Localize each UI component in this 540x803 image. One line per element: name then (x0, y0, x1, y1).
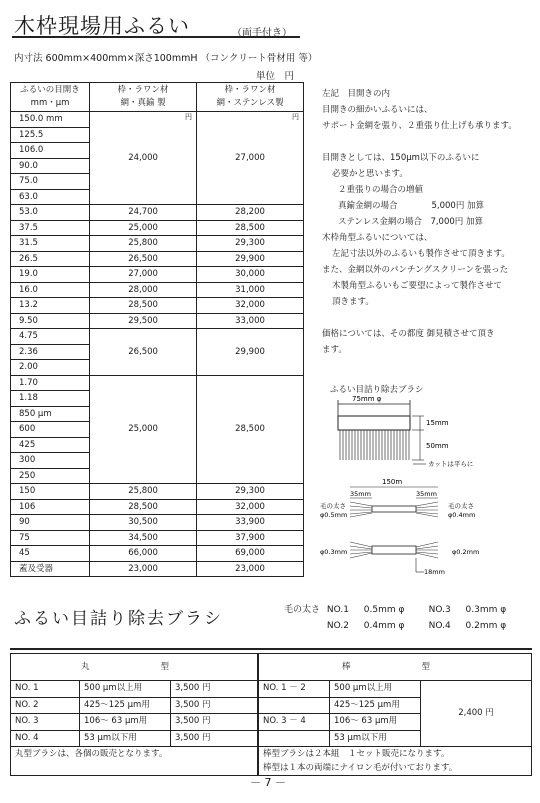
rod-seg-right-label: 35mm (416, 490, 437, 498)
price-stainless: 32,000 (197, 298, 304, 314)
bristle-thickness-label-left: 毛の太さ (320, 502, 346, 510)
col-header-stainless (197, 83, 304, 112)
notes-paragraph-2 (322, 150, 536, 310)
notes-column (322, 86, 536, 358)
sieve-size: 37.5 (11, 220, 90, 236)
price-brass: 23,000 (90, 561, 197, 577)
round-use: 53 μm以下用 (80, 730, 171, 747)
price-brass: 25,000 (90, 375, 197, 484)
sieve-size: 90 (11, 515, 90, 531)
price-stainless: 29,300 (197, 484, 304, 500)
table-row (11, 112, 304, 128)
notes-line: 目開きとしては、150μm以下のふるいに (322, 153, 480, 163)
notes-gap (322, 310, 536, 326)
notes-line: ステンレス金網の場合 7,000円 加算 (338, 217, 483, 227)
round-no: NO. 2 (11, 697, 80, 714)
rod-length-label: 150m (382, 478, 403, 486)
rod-notes (258, 747, 532, 776)
price-brass: 30,500 (90, 515, 197, 531)
rod-seg-left-label: 35mm (350, 490, 371, 498)
sieve-size: 75.0 (11, 174, 90, 190)
head-height-label: 15mm (426, 419, 449, 427)
price-stainless: 23,000 (197, 561, 304, 577)
price-brass: 28,500 (90, 499, 197, 515)
price-stainless: 69,000 (197, 546, 304, 562)
rod-use: 500 μm以上用 (330, 681, 421, 698)
notes-line: ２重張りの場合の増値 (338, 185, 424, 195)
sieve-size: 125.5 (11, 127, 90, 143)
price-stainless: 31,000 (197, 282, 304, 298)
cut-note: カットは平らに (428, 460, 474, 468)
sieve-size: 850 μm (11, 406, 90, 422)
notes-line: 必要かと思います。 (332, 169, 408, 179)
price-stainless: 29,300 (197, 236, 304, 252)
sieve-size: 19.0 (11, 267, 90, 283)
table-body (11, 112, 304, 577)
table-row (11, 546, 304, 562)
price-brass: 27,000 (90, 267, 197, 283)
sieve-size: 90.0 (11, 158, 90, 174)
notes-line: 左記 目開きの内 (322, 89, 391, 99)
sieve-size: 63.0 (11, 189, 90, 205)
sieve-size: 106.0 (11, 143, 90, 159)
table-row (11, 220, 304, 236)
price-stainless: 28,200 (197, 205, 304, 221)
notes-line: 価格については、その都度 御見積させて頂き (322, 329, 495, 339)
bristle-row-1 (284, 602, 506, 618)
table-row (11, 205, 304, 221)
notes-line: 木枠角型ふるいについては、 (322, 233, 433, 243)
notes-line: 左記寸法以外のふるいも製作させて頂きます。 (332, 249, 510, 259)
bristle-size: 0.2mm φ (465, 621, 507, 631)
page-subtitle: （両手付き） (232, 28, 292, 39)
price-brass: 25,800 (90, 484, 197, 500)
sieve-size: 2.36 (11, 344, 90, 360)
brush-row (11, 681, 532, 698)
title-underline (12, 36, 300, 38)
sieve-size: 53.0 (11, 205, 90, 221)
bristle-left-1: φ0.5mm (320, 511, 348, 519)
sieve-size: 75 (11, 530, 90, 546)
bristle-size: 0.5mm φ (363, 605, 405, 615)
rod-group-empty (258, 730, 330, 747)
bristle-title: 毛の太さ (284, 605, 321, 615)
rod-use: 425〜125 μm用 (330, 697, 421, 714)
rod-use: 106〜 63 μm用 (330, 714, 421, 731)
table-row (11, 499, 304, 515)
rod-note-2: 棒型は１本の両端にナイロン毛が付いております。 (263, 763, 458, 773)
rod-brush-2 (350, 542, 438, 558)
rod-group-1: NO. 1 － 2 (258, 681, 330, 698)
bristle-right-1: φ0.4mm (448, 511, 476, 519)
sieve-size: 150 (11, 484, 90, 500)
rod-header: 棒 型 (258, 654, 532, 681)
price-stainless: 32,000 (197, 499, 304, 515)
col-header-size-text: ふるいの目開き mm・μm (20, 85, 80, 108)
sieve-size: 31.5 (11, 236, 90, 252)
yen-mark: 円 (185, 113, 193, 121)
dimensions-text: 内寸法 600mm×400mm×深さ100mmH （コンクリート骨材用 等） (14, 53, 318, 64)
round-use: 106〜 63 μm用 (80, 714, 171, 731)
notes-line: 頂きます。 (332, 297, 374, 307)
col-header-stainless-text: 枠・ラワン材 網・ステンレス製 (216, 85, 284, 108)
table-row (11, 530, 304, 546)
round-price: 3,500 円 (171, 681, 259, 698)
page-number: － 7 － (250, 776, 286, 789)
round-price: 3,500 円 (171, 714, 259, 731)
table-row (11, 298, 304, 314)
sieve-size: 1.18 (11, 391, 90, 407)
sieve-size: 9.50 (11, 313, 90, 329)
sieve-size: 16.0 (11, 282, 90, 298)
price-stainless: 28,500 (197, 220, 304, 236)
price-brass: 25,000 (90, 220, 197, 236)
price-brass: 66,000 (90, 546, 197, 562)
rod-brush-1 (350, 502, 438, 517)
bristle-left-2: φ0.3mm (320, 548, 348, 556)
sieve-size: 26.5 (11, 251, 90, 267)
price-brass: 26,500 (90, 329, 197, 376)
sieve-size: 425 (11, 437, 90, 453)
section2-title: ふるい目詰り除去ブラシ (14, 609, 223, 629)
bristle-size: 0.4mm φ (363, 621, 405, 631)
bristle-height-label: 50mm (426, 442, 449, 450)
notes-line: 目開きの細かいふるいには、 (322, 105, 433, 115)
brush-price-table (10, 653, 532, 776)
round-note: 丸型ブラシは、各個の販売となります。 (11, 747, 259, 776)
yen-mark: 円 (292, 113, 299, 121)
price-brass: 29,500 (90, 313, 197, 329)
price-brass: 28,500 (90, 298, 197, 314)
notes-gap (322, 134, 536, 150)
col-header-size (11, 83, 90, 112)
sieve-size: 13.2 (11, 298, 90, 314)
sieve-size: 4.75 (11, 329, 90, 345)
price-brass: 24,700 (90, 205, 197, 221)
table-row (11, 313, 304, 329)
table-row (11, 251, 304, 267)
sieve-size: 150.0 mm (11, 112, 90, 128)
table-row (11, 267, 304, 283)
bristle-no: NO.3 (428, 605, 451, 615)
price-brass: 25,800 (90, 236, 197, 252)
brush-notes-row (11, 747, 532, 776)
sieve-size: 蓋及受器 (11, 561, 90, 577)
page-title: 木枠現場用ふるい (14, 14, 190, 38)
sieve-size: 600 (11, 422, 90, 438)
price-stainless: 33,000 (197, 313, 304, 329)
rod-use: 53 μm以下用 (330, 730, 421, 747)
round-use: 500 μm以上用 (80, 681, 171, 698)
rod-diameter-label: 18mm (424, 568, 445, 576)
price-stainless: 27,000 円 (197, 112, 304, 205)
bristle-sizes (284, 602, 506, 634)
round-price: 3,500 円 (171, 697, 259, 714)
bristle-right-2: φ0.2mm (452, 548, 480, 556)
table-header-row (11, 83, 304, 112)
price-stainless: 29,900 (197, 329, 304, 376)
notes-line: 真鍮金網の場合 5,000円 加算 (338, 201, 485, 211)
rod-price: 2,400 円 (421, 681, 532, 747)
table-row (11, 236, 304, 252)
section2-underline (10, 648, 532, 650)
round-use: 425〜125 μm用 (80, 697, 171, 714)
bristle-thickness-label-right: 毛の太さ (448, 502, 474, 510)
sieve-size: 300 (11, 453, 90, 469)
rod-group-empty (258, 697, 330, 714)
notes-line: サポート金網を張り、２重張り仕上げも承ります。 (322, 121, 517, 131)
notes-paragraph-1 (322, 86, 536, 134)
rod-group-2: NO. 3 － 4 (258, 714, 330, 731)
table-row (11, 561, 304, 577)
notes-paragraph-3 (322, 326, 536, 358)
notes-line: 木製角型ふるいもご要望によって製作させて (332, 281, 503, 291)
brush-bristles (340, 430, 409, 460)
notes-line: また、金網以外のパンチングスクリーンを張った (322, 265, 509, 275)
sieve-size: 45 (11, 546, 90, 562)
round-no: NO. 4 (11, 730, 80, 747)
table-row (11, 484, 304, 500)
sieve-size: 106 (11, 499, 90, 515)
round-header: 丸 型 (11, 654, 259, 681)
price-stainless: 33,900 (197, 515, 304, 531)
bristle-size: 0.3mm φ (465, 605, 507, 615)
bristle-no: NO.2 (326, 621, 349, 631)
price-brass: 34,500 (90, 530, 197, 546)
price-brass: 24,000 円 (90, 112, 197, 205)
brush-header-row (11, 654, 532, 681)
bristle-no: NO.4 (428, 621, 451, 631)
col-header-brass (90, 83, 197, 112)
round-price: 3,500 円 (171, 730, 259, 747)
rod-note-1: 棒型ブラシは２本組 １セット販売になります。 (263, 749, 450, 759)
table-row (11, 375, 304, 391)
round-no: NO. 3 (11, 714, 80, 731)
price-brass: 26,500 (90, 251, 197, 267)
brush-diagram (320, 396, 536, 586)
unit-label: 単位 円 (256, 71, 295, 82)
sieve-price-table (10, 82, 304, 577)
notes-line: ます。 (322, 345, 347, 355)
price-stainless: 28,500 (197, 375, 304, 484)
price-stainless: 37,900 (197, 530, 304, 546)
bristle-no: NO.1 (326, 605, 349, 615)
bristle-row-2 (284, 618, 506, 634)
round-no: NO. 1 (11, 681, 80, 698)
sieve-size: 1.70 (11, 375, 90, 391)
round-width-label: 75mm φ (352, 396, 382, 403)
col-header-brass-text: 枠・ラワン材 網・真鍮 製 (117, 85, 169, 108)
table-row (11, 515, 304, 531)
sieve-size: 250 (11, 468, 90, 484)
brush-head (338, 416, 410, 430)
table-row (11, 282, 304, 298)
brush-diagram-caption: ふるい目詰り除去ブラシ (330, 385, 424, 395)
price-brass: 28,000 (90, 282, 197, 298)
sieve-size: 2.00 (11, 360, 90, 376)
price-stainless: 29,900 (197, 251, 304, 267)
table-row (11, 329, 304, 345)
price-stainless: 30,000 (197, 267, 304, 283)
